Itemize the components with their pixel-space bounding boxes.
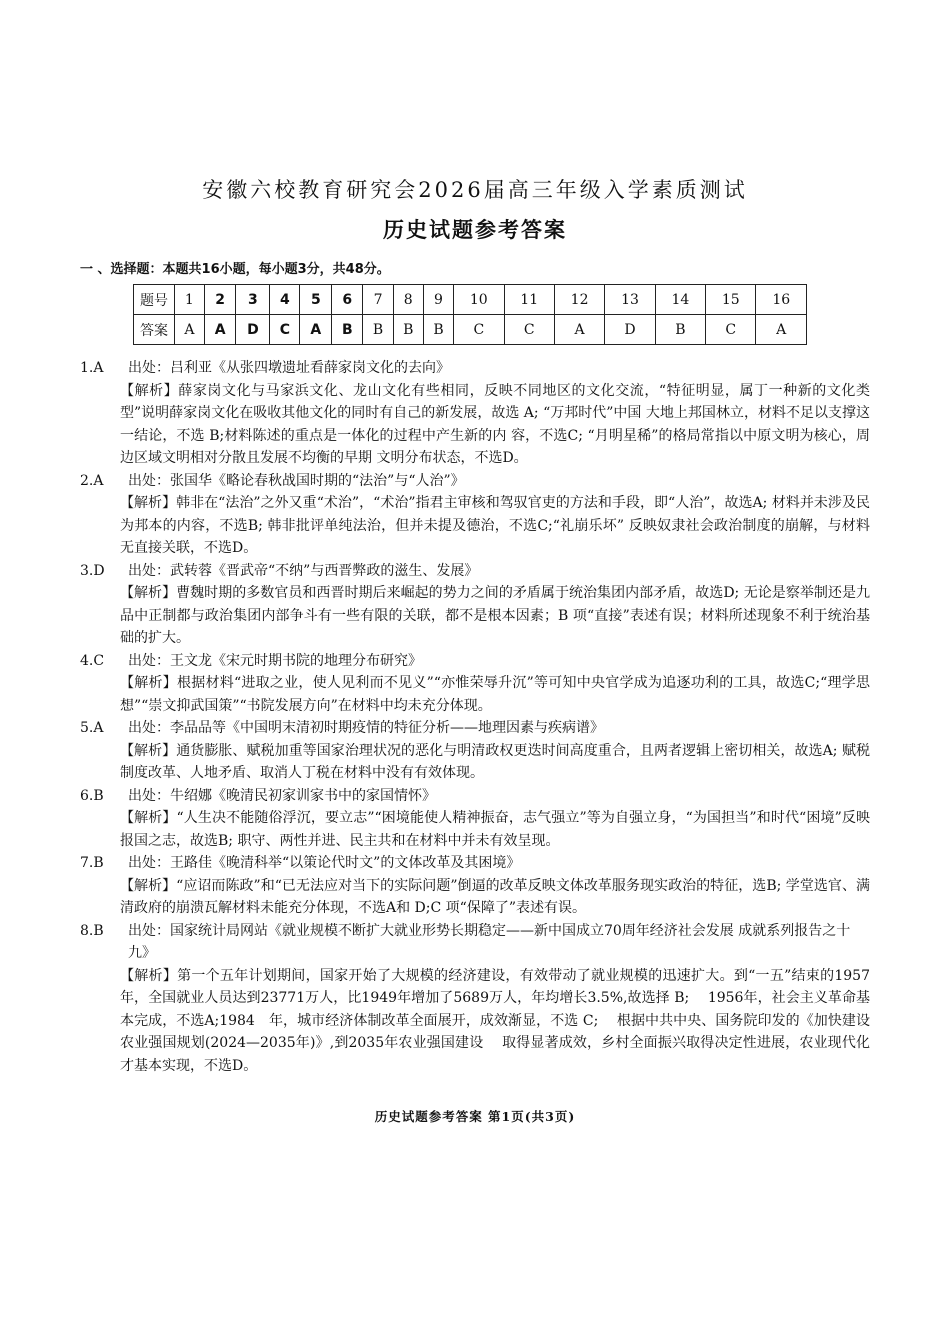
item-source: 出处：牛绍娜《晚清民初家训家书中的家国情怀》	[128, 787, 436, 804]
item-number: 5.A	[80, 720, 104, 736]
question-number: 10	[454, 285, 504, 315]
page-footer: 历史试题参考答案 第1页(共3页)	[374, 1109, 576, 1124]
item-source: 出处：王路佳《晚清科举“以策论代时文”的文体改革及其困境》	[128, 855, 521, 871]
explanation-item	[80, 717, 870, 785]
explanations-list	[80, 357, 870, 1077]
row-label-number: 题号	[134, 285, 175, 315]
answer-cell: A	[300, 315, 332, 345]
answer-cell: B	[423, 315, 453, 345]
answer-cell: A	[554, 315, 604, 345]
question-number: 16	[756, 285, 807, 315]
item-number: 3.D	[80, 562, 105, 579]
item-analysis: 【解析】韩非在“法治”之外又重“术治”，“术治”指君主审核和驾驭官吏的方法和手段，即“人治”，故选A; 材料并未涉及民为邦本的内容，不选B; 韩非批评单纯法治，但并未提及德治，不选C;“礼崩乐坏” 反映奴隶社会政治制度的崩解，与材料无直接关联，不选D。	[120, 495, 870, 556]
question-number: 15	[706, 285, 756, 315]
explanation-item	[80, 470, 870, 560]
question-number: 7	[363, 285, 393, 315]
explanation-item	[80, 920, 870, 1078]
question-number: 6	[332, 285, 363, 315]
answer-cell: A	[175, 315, 205, 345]
question-number: 11	[504, 285, 554, 315]
answer-table	[133, 284, 807, 345]
item-source: 出处：吕利亚《从张四墩遗址看薛家岗文化的去向》	[128, 360, 450, 376]
answer-cell: D	[605, 315, 655, 345]
item-source: 出处：国家统计局网站《就业规模不断扩大就业形势长期稳定——新中国成立70周年经济社会发展 成就系列报告之十九》	[128, 922, 851, 961]
answer-cell: B	[332, 315, 363, 345]
item-analysis: 【解析】曹魏时期的多数官员和西晋时期后来崛起的势力之间的矛盾属于统治集团内部矛盾，故选D; 无论是察举制还是九品中正制都与政治集团内部争斗有一些有限的关联，都不是根本因素；B 项“直接”表述有误；材料所述现象不利于统治基础的扩大。	[120, 585, 870, 646]
question-number: 2	[204, 285, 236, 315]
item-analysis: 【解析】根据材料“进取之业，使人见利而不见义”“亦惟荣辱升沉”等可知中央官学成为追逐功利的工具，故选C;“理学思想”“崇文抑武国策”“书院发展方向”在材料中均未充分体现。	[120, 675, 870, 714]
question-number: 5	[300, 285, 332, 315]
answer-cell: C	[454, 315, 504, 345]
exam-title: 安徽六校教育研究会2026届高三年级入学素质测试	[202, 178, 748, 202]
answer-cell: B	[393, 315, 423, 345]
answer-cell: B	[363, 315, 393, 345]
answer-cell: A	[756, 315, 807, 345]
question-number: 13	[605, 285, 655, 315]
item-number: 8.B	[80, 922, 104, 939]
question-number-row	[134, 285, 807, 315]
item-number: 4.C	[80, 652, 105, 669]
question-number: 12	[554, 285, 604, 315]
explanation-item	[80, 785, 870, 853]
answer-cell: D	[236, 315, 270, 345]
item-analysis: 【解析】“人生决不能随俗浮沉，要立志”“困境能使人精神振奋，志气强立”等为自强立身，“为国担当”和时代“困境”反映报国之志，故选B; 职守、两性并进、民主共和在材料中并未有效呈现。	[120, 810, 870, 849]
item-number: 1.A	[80, 360, 104, 376]
answer-cell: B	[655, 315, 705, 345]
explanation-item	[80, 357, 870, 470]
answer-cell: C	[504, 315, 554, 345]
question-number: 1	[175, 285, 205, 315]
item-source: 出处：李品品等《中国明末清初时期疫情的特征分析——地理因素与疾病谱》	[128, 720, 604, 736]
question-number: 14	[655, 285, 705, 315]
question-number: 8	[393, 285, 423, 315]
item-number: 2.A	[80, 472, 104, 489]
item-analysis: 【解析】第一个五年计划期间，国家开始了大规模的经济建设，有效带动了就业规模的迅速扩大。到“一五”结束的1957年，全国就业人员达到23771万人，比1949年增加了5689万人，年均增长3.5%,故选择 B; 1956年，社会主义革命基本完成，不选A;1984 年，城市经济体制改革全面展开，成效渐显，不选 C; 根据中共中央、国务院印发的《加快建设农业强国规划(2024—2035年)》,到2035年农业强国建设 取得显著成效，乡村全面振兴取得决定性进展，农业现代化才基本实现，不选D。	[120, 967, 870, 1074]
answer-cell: C	[706, 315, 756, 345]
answer-cell: A	[204, 315, 236, 345]
item-analysis: 【解析】“应诏而陈政”和“已无法应对当下的实际问题”倒逼的改革反映文体改革服务现实政治的特征，选B; 学堂选官、满清政府的崩溃瓦解材料未能充分体现，不选A和 D;C 项“保障了”表述有误。	[120, 877, 870, 916]
row-label-answer: 答案	[134, 315, 175, 345]
item-number: 6.B	[80, 787, 104, 804]
item-source: 出处：张国华《略论春秋战国时期的“法治”与“人治”》	[128, 472, 465, 489]
question-number: 9	[423, 285, 453, 315]
answer-key-title: 历史试题参考答案	[383, 217, 567, 242]
section-heading: 一 、选择题：本题共16小题，每小题3分，共48分。	[80, 262, 390, 277]
item-analysis: 【解析】薛家岗文化与马家浜文化、龙山文化有些相同，反映不同地区的文化交流，“特征明显，属丁一种新的文化类型”说明薛家岗文化在吸收其他文化的同时有自己的新发展，故选 A; “万邦时代”中国 大地上邦国林立，材料不足以支撑这一结论，不选 B;材料陈述的重点是一体化的过程中产生新的内 容，不选C; “月明星稀”的格局常指以中原文明为核心，周边区域文明相对分散且发展不均衡的早期 文明分布状态，不选D。	[120, 382, 870, 466]
item-analysis: 【解析】通货膨胀、赋税加重等国家治理状况的恶化与明清政权更迭时间高度重合，且两者逻辑上密切相关，故选A; 赋税制度改革、人地矛盾、取消人丁税在材料中没有有效体现。	[120, 742, 870, 781]
explanation-item	[80, 560, 870, 650]
item-source: 出处：武转蓉《晋武帝“不纳”与西晋弊政的滋生、发展》	[128, 562, 479, 579]
question-number: 4	[270, 285, 300, 315]
explanation-item	[80, 650, 870, 718]
question-number: 3	[236, 285, 270, 315]
answer-cell: C	[270, 315, 300, 345]
item-source: 出处：王文龙《宋元时期书院的地理分布研究》	[128, 652, 422, 669]
item-number: 7.B	[80, 855, 104, 871]
explanation-item	[80, 852, 870, 920]
answer-row	[134, 315, 807, 345]
